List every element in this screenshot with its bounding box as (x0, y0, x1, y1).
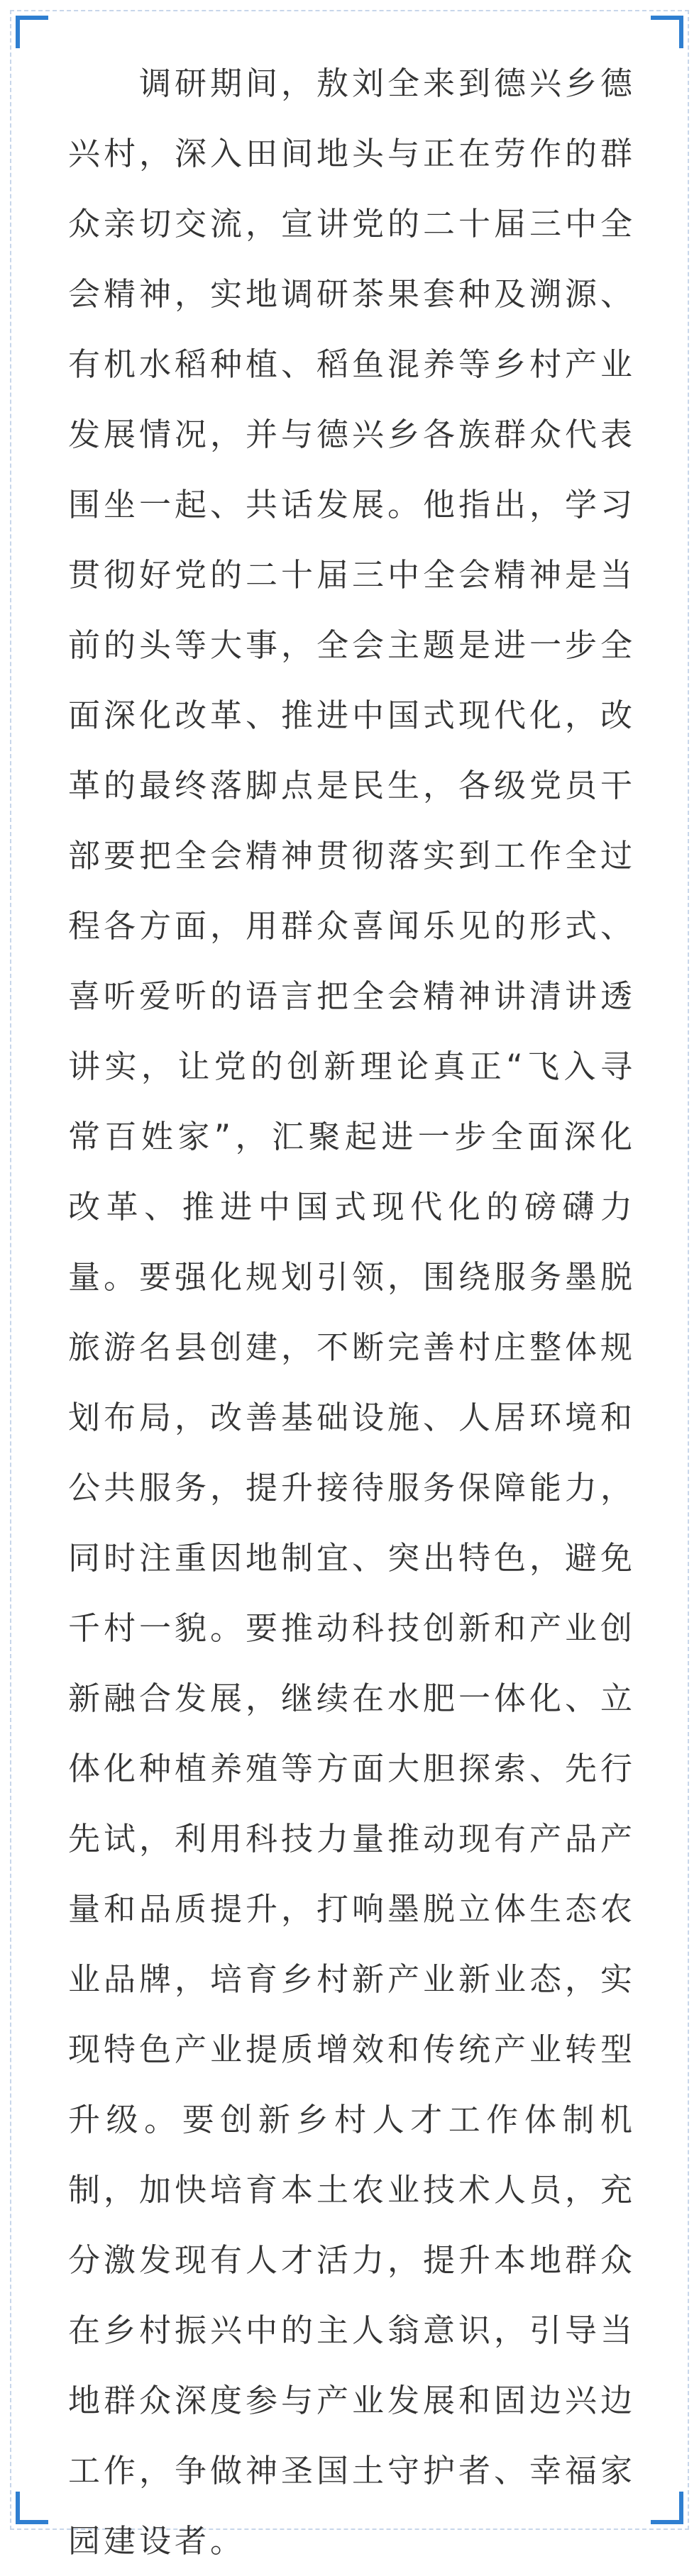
frame-corner-top-left (16, 16, 48, 48)
frame-corner-top-right (651, 16, 683, 48)
frame-corner-bottom-left (16, 2492, 48, 2524)
frame-corner-bottom-right (651, 2492, 683, 2524)
article-paragraph: 调研期间，敖刘全来到德兴乡德兴村，深入田间地头与正在劳作的群众亲切交流，宣讲党的二十届三中全会精神，实地调研茶果套种及溯源、有机水稻种植、稻鱼混养等乡村产业发展情况，并与德兴乡各族群众代表围坐一起、共话发展。他指出，学习贯彻好党的二十届三中全会精神是当前的头等大事，全会主题是进一步全面深化改革、推进中国式现代化，改革的最终落脚点是民生，各级党员干部要把全会精神贯彻落实到工作全过程各方面，用群众喜闻乐见的形式、喜听爱听的语言把全会精神讲清讲透讲实，让党的创新理论真正“飞入寻常百姓家”，汇聚起进一步全面深化改革、推进中国式现代化的磅礴力量。要强化规划引领，围绕服务墨脱旅游名县创建，不断完善村庄整体规划布局，改善基础设施、人居环境和公共服务，提升接待服务保障能力，同时注重因地制宜、突出特色，避免千村一貌。要推动科技创新和产业创新融合发展，继续在水肥一体化、立体化种植养殖等方面大胆探索、先行先试，利用科技力量推动现有产品产量和品质提升，打响墨脱立体生态农业品牌，培育乡村新产业新业态，实现特色产业提质增效和传统产业转型升级。要创新乡村人才工作体制机制，加快培育本土农业技术人员，充分激发现有人才活力，提升本地群众在乡村振兴中的主人翁意识，引导当地群众深度参与产业发展和固边兴边工作，争做神圣国土守护者、幸福家园建设者。 (68, 65, 637, 2560)
